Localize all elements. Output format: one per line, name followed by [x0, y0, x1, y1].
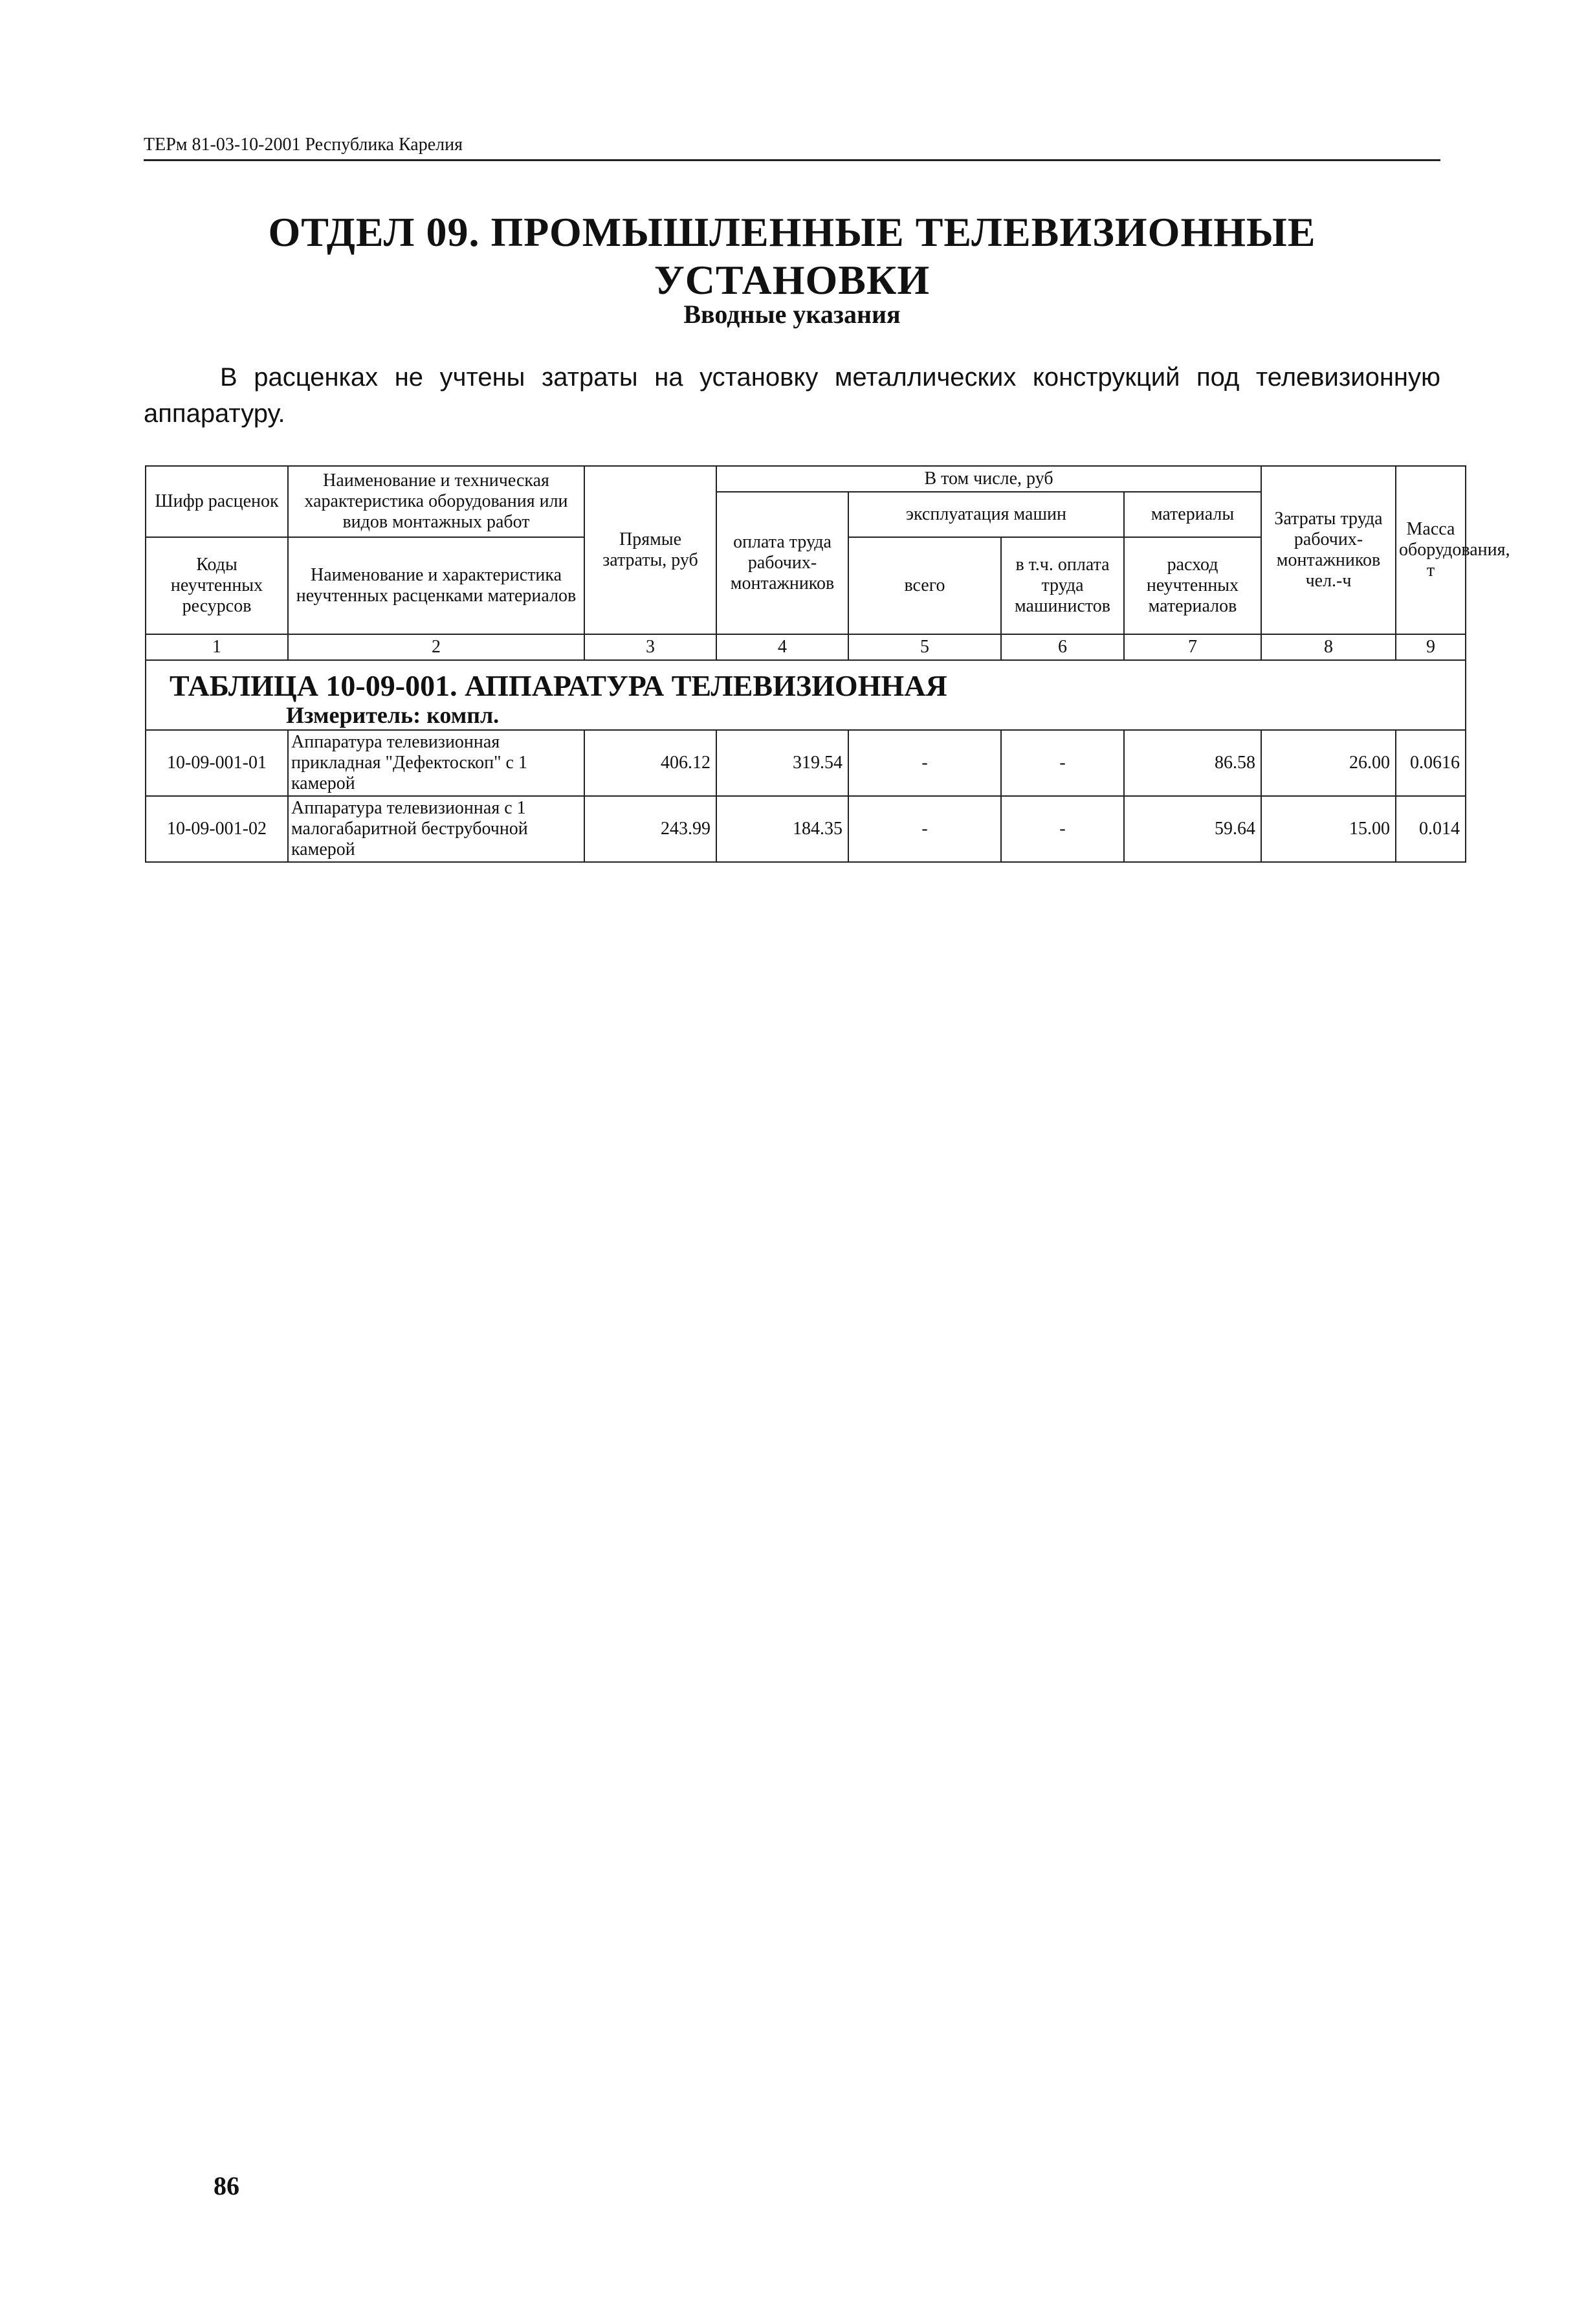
header-labor-pay: оплата труда рабочих-монтажников — [716, 492, 848, 634]
row-materials: 59.64 — [1124, 796, 1261, 862]
intro-title: Вводные указания — [683, 300, 901, 329]
section-title: ОТДЕЛ 09. ПРОМЫШЛЕННЫЕ ТЕЛЕВИЗИОННЫЕ УСТАНОВКИ — [268, 209, 1316, 303]
header-direct-costs: Прямые затраты, руб — [584, 466, 716, 634]
row-machines-total: - — [848, 730, 1001, 796]
table-row — [146, 730, 1466, 796]
row-machines-total: - — [848, 796, 1001, 862]
row-mass: 0.0616 — [1396, 730, 1466, 796]
column-number: 7 — [1124, 634, 1261, 660]
column-number: 6 — [1001, 634, 1124, 660]
header-material-consumption: расход неучтенных материалов — [1124, 537, 1261, 634]
row-mass: 0.014 — [1396, 796, 1466, 862]
column-number: 9 — [1396, 634, 1466, 660]
page-number: 86 — [214, 2171, 239, 2200]
header-resource-names: Наименование и характеристика неучтенных расценками материалов — [288, 537, 584, 634]
row-code: 10-09-001-01 — [146, 730, 288, 796]
header-including: В том числе, руб — [716, 466, 1261, 492]
column-number: 3 — [584, 634, 716, 660]
header-machinist-pay: в т.ч. оплата труда машинистов — [1001, 537, 1124, 634]
header-machine-operation: эксплуатация машин — [848, 492, 1124, 537]
header-labor-costs: Затраты труда рабочих-монтажников чел.-ч — [1261, 466, 1396, 634]
column-number: 4 — [716, 634, 848, 660]
row-name: Аппаратура телевизионная с 1 малогабаритной беструбочной камерой — [288, 796, 584, 862]
row-machinist-pay: - — [1001, 730, 1124, 796]
header-machines-total: всего — [848, 537, 1001, 634]
row-code: 10-09-001-02 — [146, 796, 288, 862]
header-resource-codes: Коды неучтенных ресурсов — [146, 537, 288, 634]
table-title: ТАБЛИЦА 10-09-001. АППАРАТУРА ТЕЛЕВИЗИОННАЯ — [146, 660, 1466, 702]
rates-table — [145, 465, 1510, 863]
header-code: Шифр расценок — [146, 466, 288, 537]
row-name: Аппаратура телевизионная прикладная "Дефектоскоп" с 1 камерой — [288, 730, 584, 796]
intro-text: В расценках не учтены затраты на установку металлических конструкций под телевизионную аппаратуру. — [144, 363, 1440, 428]
column-number: 5 — [848, 634, 1001, 660]
row-labor-hours: 15.00 — [1261, 796, 1396, 862]
row-machinist-pay: - — [1001, 796, 1124, 862]
row-labor-pay: 319.54 — [716, 730, 848, 796]
row-labor-hours: 26.00 — [1261, 730, 1396, 796]
table-unit: Измеритель: компл. — [146, 702, 1466, 730]
header-materials: материалы — [1124, 492, 1261, 537]
header-name: Наименование и техническая характеристика оборудования или видов монтажных работ — [288, 466, 584, 537]
table-row — [146, 796, 1466, 862]
column-number: 2 — [288, 634, 584, 660]
row-direct-costs: 406.12 — [584, 730, 716, 796]
running-header: ТЕРм 81-03-10-2001 Республика Карелия — [144, 135, 1440, 161]
header-equipment-mass: Масса оборудования, т — [1396, 466, 1466, 634]
column-number: 1 — [146, 634, 288, 660]
row-direct-costs: 243.99 — [584, 796, 716, 862]
column-number: 8 — [1261, 634, 1396, 660]
row-materials: 86.58 — [1124, 730, 1261, 796]
row-labor-pay: 184.35 — [716, 796, 848, 862]
